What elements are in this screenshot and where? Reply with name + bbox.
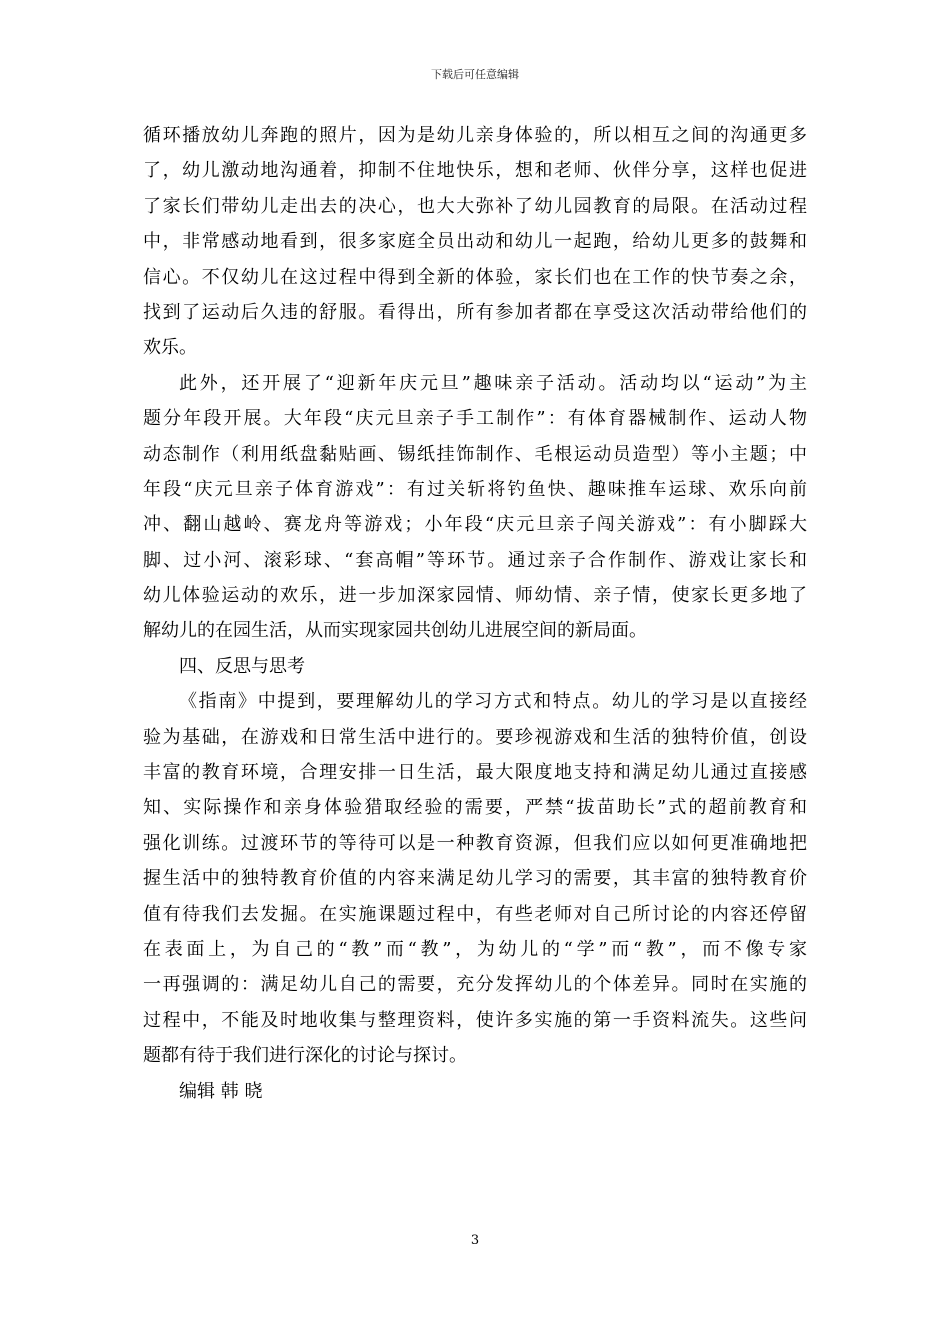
- paragraph-line: 了家长们带幼儿走出去的决心，也大大弥补了幼儿园教育的局限。在活动过程: [143, 195, 807, 217]
- paragraph-line: 《指南》中提到，要理解幼儿的学习方式和特点。幼儿的学习是以直接经: [179, 691, 807, 713]
- paragraph-line: 题都有待于我们进行深化的讨论与探讨。: [143, 1045, 467, 1067]
- page-header: 下载后可任意编辑: [431, 68, 519, 81]
- paragraph-line: 信心。不仅幼儿在这过程中得到全新的体验，家长们也在工作的快节奏之余，: [143, 266, 807, 288]
- paragraph-line: 找到了运动后久违的舒服。看得出，所有参加者都在享受这次活动带给他们的: [143, 301, 807, 323]
- paragraph-line: 一再强调的：满足幼儿自己的需要，充分发挥幼儿的个体差异。同时在实施的: [143, 974, 807, 996]
- paragraph-line: 过程中，不能及时地收集与整理资料，使许多实施的第一手资料流失。这些问: [143, 1009, 807, 1031]
- section-heading: 四、反思与思考: [179, 655, 305, 677]
- paragraph-line: 冲、翻山越岭、赛龙舟等游戏；小年段“庆元旦亲子闯关游戏”：有小脚踩大: [143, 514, 807, 536]
- paragraph-line: 幼儿体验运动的欢乐，进一步加深家园情、师幼情、亲子情，使家长更多地了: [143, 585, 807, 607]
- page-number: 3: [470, 1233, 480, 1248]
- paragraph-line: 解幼儿的在园生活，从而实现家园共创幼儿进展空间的新局面。: [143, 620, 647, 642]
- paragraph-line: 了，幼儿激动地沟通着，抑制不住地快乐，想和老师、伙伴分享，这样也促进: [143, 160, 807, 182]
- paragraph-line: 中，非常感动地看到，很多家庭全员出动和幼儿一起跑，给幼儿更多的鼓舞和: [143, 231, 807, 253]
- paragraph-line: 欢乐。: [143, 337, 197, 359]
- document-body: [143, 118, 807, 1109]
- paragraph-line: 脚、过小河、滚彩球、“套高帽”等环节。通过亲子合作制作、游戏让家长和: [143, 549, 807, 571]
- editor-credit: 编辑 韩 晓: [179, 1080, 263, 1102]
- paragraph-line: 强化训练。过渡环节的等待可以是一种教育资源，但我们应以如何更准确地把: [143, 832, 807, 854]
- paragraph-line: 动态制作（利用纸盘黏贴画、锡纸挂饰制作、毛根运动员造型）等小主题；中: [143, 443, 807, 465]
- paragraph-line: 年段“庆元旦亲子体育游戏”：有过关斩将钓鱼快、趣味推车运球、欢乐向前: [143, 478, 807, 500]
- paragraph-line: 循环播放幼儿奔跑的照片，因为是幼儿亲身体验的，所以相互之间的沟通更多: [143, 125, 807, 146]
- paragraph-line: 握生活中的独特教育价值的内容来满足幼儿学习的需要，其丰富的独特教育价: [143, 868, 807, 890]
- paragraph-line: 值有待我们去发掘。在实施课题过程中，有些老师对自己所讨论的内容还停留: [143, 903, 807, 925]
- paragraph-line: 丰富的教育环境，合理安排一日生活，最大限度地支持和满足幼儿通过直接感: [143, 762, 807, 784]
- paragraph-line: 知、实际操作和亲身体验猎取经验的需要，严禁“拔苗助长”式的超前教育和: [143, 797, 807, 819]
- paragraph-line: 在表面上，为自己的“教”而“教”，为幼儿的“学”而“教”，而不像专家: [143, 938, 807, 960]
- paragraph-line: 验为基础，在游戏和日常生活中进行的。要珍视游戏和生活的独特价值，创设: [143, 726, 807, 748]
- paragraph-line: 题分年段开展。大年段“庆元旦亲子手工制作”：有体育器械制作、运动人物: [143, 408, 807, 430]
- paragraph-line: 此外，还开展了“迎新年庆元旦”趣味亲子活动。活动均以“运动”为主: [179, 372, 807, 394]
